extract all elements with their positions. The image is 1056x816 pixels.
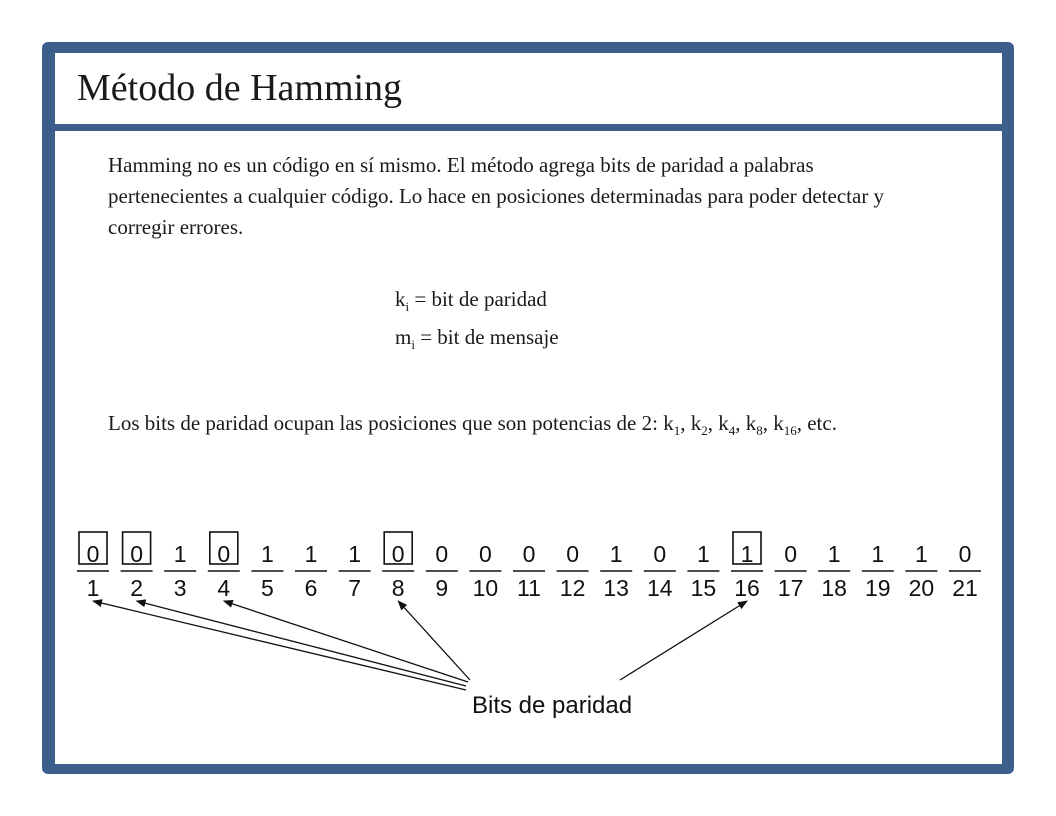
- bit-value-3: 1: [173, 541, 187, 567]
- bit-value-8: 0: [391, 541, 405, 567]
- bit-position-4: 4: [217, 575, 231, 601]
- bit-cell-9: [426, 541, 458, 601]
- k2-symbol: k: [690, 411, 702, 435]
- k8-subscript: 8: [756, 423, 763, 439]
- bit-position-11: 11: [517, 575, 541, 601]
- bit-position-8: 8: [391, 575, 405, 601]
- k1-subscript: 1: [673, 423, 681, 439]
- bit-position-5: 5: [261, 575, 274, 601]
- bit-value-9: 0: [435, 541, 449, 567]
- bit-value-6: 1: [304, 541, 318, 567]
- bit-cell-14: [644, 541, 676, 601]
- intro-paragraph: Hamming no es un código en sí mismo. El método agrega bits de paridad a palabras pertenecientes a cualquier código. Lo hace en posiciones determinadas para poder detectar y corregir errores.: [108, 153, 885, 239]
- sep-3: ,: [735, 411, 746, 435]
- positions-tail-text: , etc.: [796, 411, 837, 435]
- k16-subscript: 16: [783, 423, 797, 439]
- bit-value-19: 1: [871, 541, 885, 567]
- bit-value-5: 1: [261, 541, 274, 567]
- bit-position-13: 13: [603, 575, 629, 601]
- k-definition-text: = bit de paridad: [409, 287, 547, 311]
- sep-1: ,: [680, 411, 691, 435]
- bit-value-18: 1: [827, 541, 841, 567]
- k4-subscript: 4: [728, 423, 736, 439]
- bit-position-18: 18: [821, 575, 847, 601]
- parity-bits-label: Bits de paridad: [472, 692, 633, 719]
- bit-value-20: 1: [915, 541, 928, 567]
- m-definition-text: = bit de mensaje: [414, 325, 559, 349]
- bit-cell-2: [121, 532, 153, 601]
- bit-position-7: 7: [348, 575, 361, 601]
- arrow-to-position-16: [620, 601, 747, 680]
- bit-cell-10: [469, 541, 501, 601]
- bit-cell-20: [905, 541, 937, 601]
- bit-cell-17: [775, 541, 807, 601]
- m-subscript: i: [411, 337, 415, 353]
- bit-value-1: 0: [86, 541, 100, 567]
- bit-value-15: 1: [697, 541, 710, 567]
- positions-lead-text: Los bits de paridad ocupan las posiciones que son potencias de 2:: [108, 411, 664, 435]
- bit-position-9: 9: [435, 575, 449, 601]
- bit-cell-6: [295, 541, 327, 601]
- bit-value-21: 0: [958, 541, 972, 567]
- k-symbol: k: [395, 287, 406, 311]
- bit-value-11: 0: [522, 541, 536, 567]
- k4-symbol: k: [718, 411, 729, 435]
- bit-value-14: 0: [653, 541, 667, 567]
- bit-value-17: 0: [784, 541, 797, 567]
- bit-value-16: 1: [740, 541, 754, 567]
- bit-position-19: 19: [865, 575, 891, 601]
- m-symbol: m: [395, 325, 412, 349]
- k1-symbol: k: [663, 411, 674, 435]
- bit-cell-16: [731, 532, 763, 601]
- bit-position-17: 17: [777, 575, 804, 601]
- bit-position-2: 2: [130, 575, 143, 601]
- sep-2: ,: [707, 411, 719, 435]
- bit-cell-13: [600, 541, 632, 601]
- bit-position-15: 15: [690, 575, 717, 601]
- bit-position-12: 12: [559, 575, 586, 601]
- bit-cell-18: [818, 541, 850, 601]
- bit-cell-11: [513, 541, 545, 601]
- bit-value-13: 1: [609, 541, 623, 567]
- bit-cell-1: [77, 532, 109, 601]
- k-subscript: i: [405, 299, 410, 315]
- sep-4: ,: [762, 411, 774, 435]
- arrow-to-position-8: [398, 601, 470, 680]
- arrow-to-position-2: [137, 601, 466, 686]
- bit-position-1: 1: [86, 575, 100, 601]
- bit-position-6: 6: [304, 575, 318, 601]
- bit-cell-4: [208, 532, 240, 601]
- bit-value-12: 0: [566, 541, 579, 567]
- bit-value-10: 0: [479, 541, 492, 567]
- bit-cell-21: [949, 541, 981, 601]
- bit-value-4: 0: [217, 541, 231, 567]
- slide-title: Método de Hamming: [77, 67, 403, 109]
- bit-value-2: 0: [130, 541, 143, 567]
- bit-cell-15: [687, 541, 719, 601]
- bit-position-3: 3: [173, 575, 187, 601]
- bit-cell-8: [382, 532, 414, 601]
- k8-symbol: k: [745, 411, 757, 435]
- k16-symbol: k: [773, 411, 784, 435]
- bit-position-21: 21: [952, 575, 978, 601]
- bit-value-7: 1: [348, 541, 361, 567]
- bit-cell-3: [164, 541, 196, 601]
- bit-cell-7: [339, 541, 371, 601]
- bit-cell-19: [862, 541, 894, 601]
- k2-subscript: 2: [701, 423, 708, 439]
- bit-position-16: 16: [734, 575, 760, 601]
- bit-cell-12: [557, 541, 589, 601]
- bit-position-20: 20: [908, 575, 935, 601]
- bit-position-10: 10: [472, 575, 499, 601]
- bit-cell-5: [251, 541, 283, 601]
- bit-position-14: 14: [647, 575, 673, 601]
